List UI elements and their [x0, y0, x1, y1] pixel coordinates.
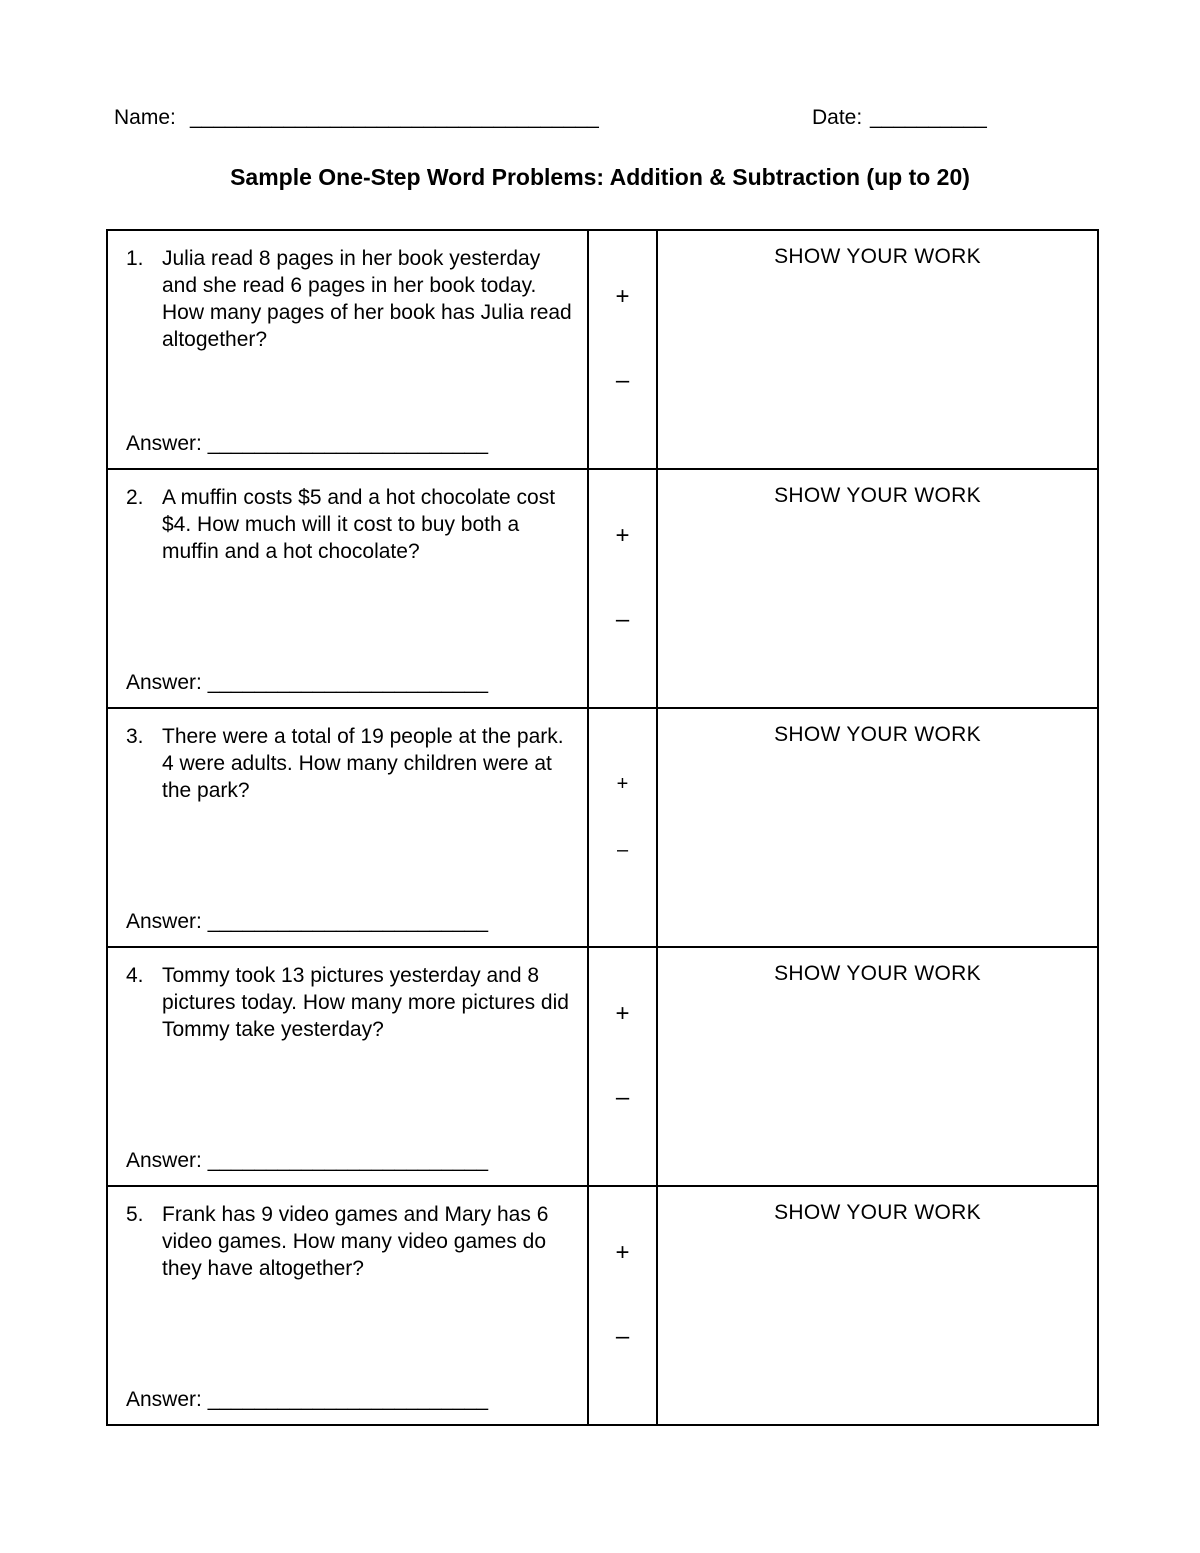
work-area[interactable]	[657, 469, 1098, 708]
answer-line[interactable]: Answer: ________________________	[126, 432, 488, 455]
minus-option[interactable]: –	[615, 1084, 630, 1111]
work-area[interactable]	[657, 947, 1098, 1186]
minus-option[interactable]: –	[615, 367, 630, 394]
work-area[interactable]	[657, 1186, 1098, 1425]
name-blank-line[interactable]: ___________________________________	[190, 106, 599, 129]
plus-option[interactable]: +	[615, 1239, 630, 1266]
question-number: 5.	[126, 1203, 144, 1226]
header	[114, 106, 1200, 136]
question-text: Frank has 9 video games and Mary has 6 video games. How many video games do they have altogether?	[162, 1203, 549, 1280]
problem-row	[107, 708, 1098, 947]
question-text-block	[126, 484, 575, 565]
question-text-block	[126, 245, 575, 353]
question-text: There were a total of 19 people at the park. 4 were adults. How many children were at the park?	[162, 725, 564, 802]
problem-row	[107, 230, 1098, 469]
answer-line[interactable]: Answer: ________________________	[126, 671, 488, 694]
show-work-label: SHOW YOUR WORK	[774, 962, 981, 985]
question-number: 1.	[126, 247, 144, 270]
question-text: Julia read 8 pages in her book yesterday and she read 6 pages in her book today. How many pages of her book has Julia read altogether?	[162, 247, 572, 351]
plus-option[interactable]: +	[615, 283, 630, 310]
problem-row	[107, 947, 1098, 1186]
question-text: Tommy took 13 pictures yesterday and 8 pictures today. How many more pictures did Tommy take yesterday?	[162, 964, 569, 1041]
show-work-label: SHOW YOUR WORK	[774, 484, 981, 507]
question-text: A muffin costs $5 and a hot chocolate cost $4. How much will it cost to buy both a muffin and a hot chocolate?	[162, 486, 556, 563]
minus-option[interactable]: –	[615, 1323, 630, 1350]
show-work-label: SHOW YOUR WORK	[774, 245, 981, 268]
plus-option[interactable]: +	[615, 522, 630, 549]
plus-option[interactable]: +	[615, 1000, 630, 1027]
operation-cell	[588, 469, 657, 708]
show-work-label: SHOW YOUR WORK	[774, 1201, 981, 1224]
problems-table	[106, 229, 1099, 1426]
name-label: Name:	[114, 106, 176, 129]
problem-row	[107, 1186, 1098, 1425]
answer-line[interactable]: Answer: ________________________	[126, 910, 488, 933]
question-number: 4.	[126, 964, 144, 987]
minus-option[interactable]: –	[615, 606, 630, 633]
question-text-block	[126, 1201, 575, 1282]
operation-cell	[588, 947, 657, 1186]
operation-cell	[588, 230, 657, 469]
question-cell	[107, 230, 588, 469]
minus-option[interactable]: –	[616, 839, 629, 861]
answer-line[interactable]: Answer: ________________________	[126, 1149, 488, 1172]
date-label: Date:	[812, 106, 863, 129]
problem-row	[107, 469, 1098, 708]
question-text-block	[126, 962, 575, 1043]
plus-option[interactable]: +	[616, 773, 629, 795]
question-cell	[107, 469, 588, 708]
operation-cell	[588, 1186, 657, 1425]
work-area[interactable]	[657, 708, 1098, 947]
question-number: 2.	[126, 486, 144, 509]
question-cell	[107, 1186, 588, 1425]
answer-line[interactable]: Answer: ________________________	[126, 1388, 488, 1411]
show-work-label: SHOW YOUR WORK	[774, 723, 981, 746]
operation-cell	[588, 708, 657, 947]
work-area[interactable]	[657, 230, 1098, 469]
date-blank-line[interactable]: __________	[870, 106, 987, 129]
question-text-block	[126, 723, 575, 804]
page-title: Sample One-Step Word Problems: Addition & Subtraction (up to 20)	[230, 164, 970, 190]
question-cell	[107, 708, 588, 947]
question-number: 3.	[126, 725, 144, 748]
question-cell	[107, 947, 588, 1186]
